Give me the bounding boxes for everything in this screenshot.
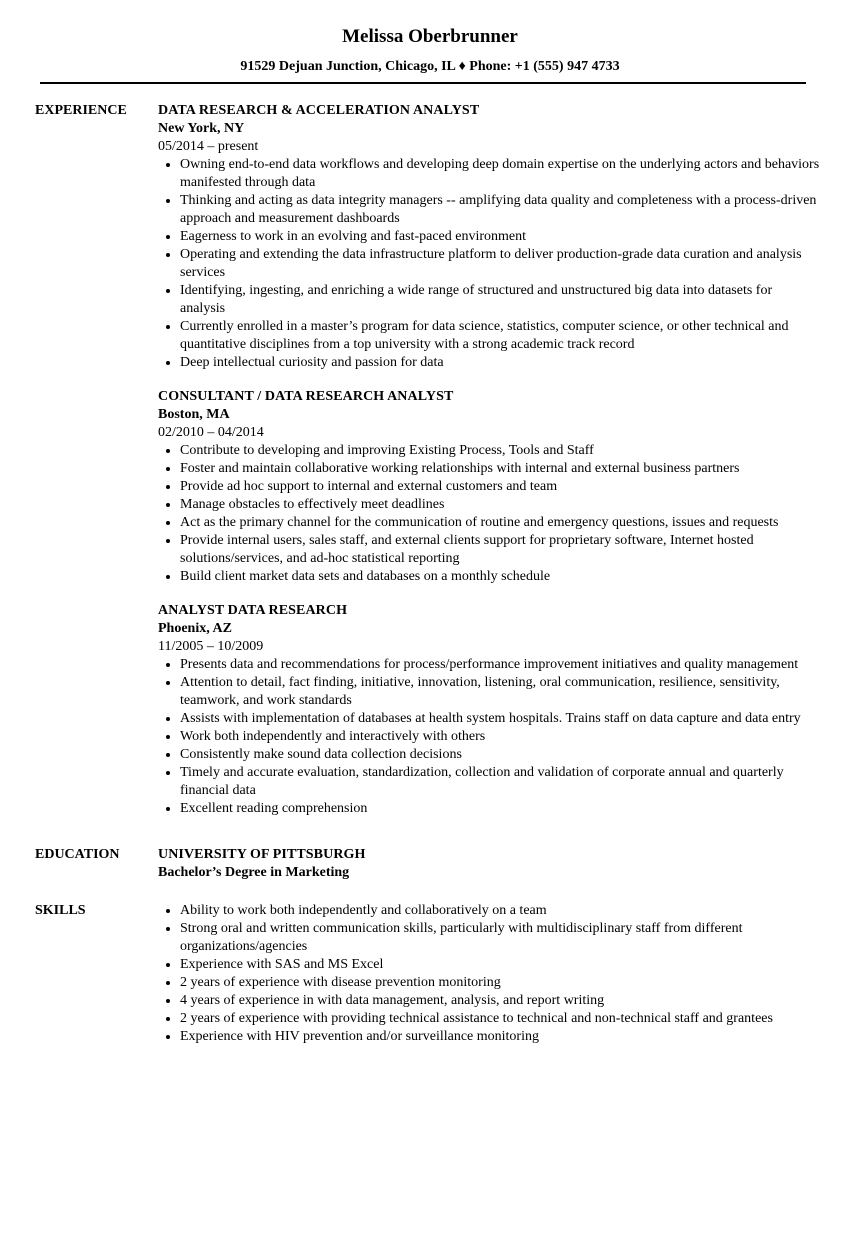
header-divider [40, 82, 806, 84]
bullet-item: • Provide ad hoc support to internal and external customers and team [180, 478, 820, 496]
skill-item: • 4 years of experience in with data management, analysis, and report writing [180, 992, 820, 1010]
education-section [0, 846, 860, 882]
bullet-item: • Contribute to developing and improving Existing Process, Tools and Staff [180, 442, 820, 460]
job-dates: 02/2010 – 04/2014 [158, 425, 264, 440]
degree: Bachelor’s Degree in Marketing [158, 865, 350, 880]
experience-body [158, 102, 820, 818]
job-entry [158, 602, 820, 818]
bullet-item: • Foster and maintain collaborative working relationships with internal and external business partners [180, 460, 820, 478]
bullet-item: • Excellent reading comprehension [180, 800, 820, 818]
bullet-item: • Manage obstacles to effectively meet deadlines [180, 496, 820, 514]
experience-section [0, 102, 860, 818]
skills-list [158, 902, 820, 1046]
bullet-item: • Assists with implementation of databases at health system hospitals. Trains staff on data capture and data entry [180, 710, 820, 728]
skill-item: • 2 years of experience with providing technical assistance to technical and non-technical staff and grantees [180, 1010, 820, 1028]
section-label-education: EDUCATION [35, 847, 120, 862]
school-name: UNIVERSITY OF PITTSBURGH [158, 847, 366, 862]
job-entry [158, 388, 820, 586]
job-dates: 05/2014 – present [158, 139, 259, 154]
job-title: CONSULTANT / DATA RESEARCH ANALYST [158, 389, 454, 404]
section-label-skills: SKILLS [35, 903, 86, 918]
skill-item: • Experience with HIV prevention and/or surveillance monitoring [180, 1028, 820, 1046]
bullet-item: • Act as the primary channel for the communication of routine and emergency questions, issues and requests [180, 514, 820, 532]
bullet-item: • Eagerness to work in an evolving and fast-paced environment [180, 228, 820, 246]
job-location: Boston, MA [158, 407, 230, 422]
skills-section [0, 902, 860, 1046]
skill-item: • Strong oral and written communication skills, particularly with multidisciplinary staff from different organizations/agencies [180, 920, 820, 956]
bullet-item: • Thinking and acting as data integrity managers -- amplifying data quality and completeness with a process-driven approach and measurement dashboards [180, 192, 820, 228]
skill-item: • Experience with SAS and MS Excel [180, 956, 820, 974]
job-title: ANALYST DATA RESEARCH [158, 603, 348, 618]
bullet-item: • Currently enrolled in a master’s program for data science, statistics, computer science, or other technical and quantitative disciplines from a top university with a strong academic track record [180, 318, 820, 354]
job-dates: 11/2005 – 10/2009 [158, 639, 264, 654]
bullet-item: • Presents data and recommendations for process/performance improvement initiatives and quality management [180, 656, 820, 674]
skill-item: • Ability to work both independently and collaboratively on a team [180, 902, 820, 920]
bullet-item: • Timely and accurate evaluation, standardization, collection and validation of corporate annual and quarterly financial data [180, 764, 820, 800]
skills-body [158, 902, 820, 1046]
job-title: DATA RESEARCH & ACCELERATION ANALYST [158, 103, 480, 118]
skill-item: • 2 years of experience with disease prevention monitoring [180, 974, 820, 992]
education-body [158, 846, 820, 882]
bullet-item: • Attention to detail, fact finding, initiative, innovation, listening, oral communication, resilience, sensitivity, teamwork, and work standards [180, 674, 820, 710]
bullet-item: • Deep intellectual curiosity and passion for data [180, 354, 820, 372]
bullet-item: • Work both independently and interactively with others [180, 728, 820, 746]
bullet-item: • Operating and extending the data infrastructure platform to deliver production-grade data curation and analysis services [180, 246, 820, 282]
job-bullets [158, 656, 820, 818]
candidate-name: Melissa Oberbrunner [342, 26, 518, 47]
job-bullets [158, 156, 820, 372]
bullet-item: • Consistently make sound data collection decisions [180, 746, 820, 764]
job-location: Phoenix, AZ [158, 621, 232, 636]
bullet-item: • Owning end-to-end data workflows and developing deep domain expertise on the underlying actors and behaviors manifested through data [180, 156, 820, 192]
section-label-experience: EXPERIENCE [35, 103, 127, 118]
bullet-item: • Identifying, ingesting, and enriching a wide range of structured and unstructured big data into datasets for analysis [180, 282, 820, 318]
job-bullets [158, 442, 820, 586]
contact-line: 91529 Dejuan Junction, Chicago, IL ♦ Phone: +1 (555) 947 4733 [240, 59, 620, 74]
bullet-item: • Provide internal users, sales staff, and external clients support for proprietary software, Internet hosted solutions/services, and ad-hoc statistical reporting [180, 532, 820, 568]
job-location: New York, NY [158, 121, 245, 136]
bullet-item: • Build client market data sets and databases on a monthly schedule [180, 568, 820, 586]
job-entry [158, 102, 820, 372]
